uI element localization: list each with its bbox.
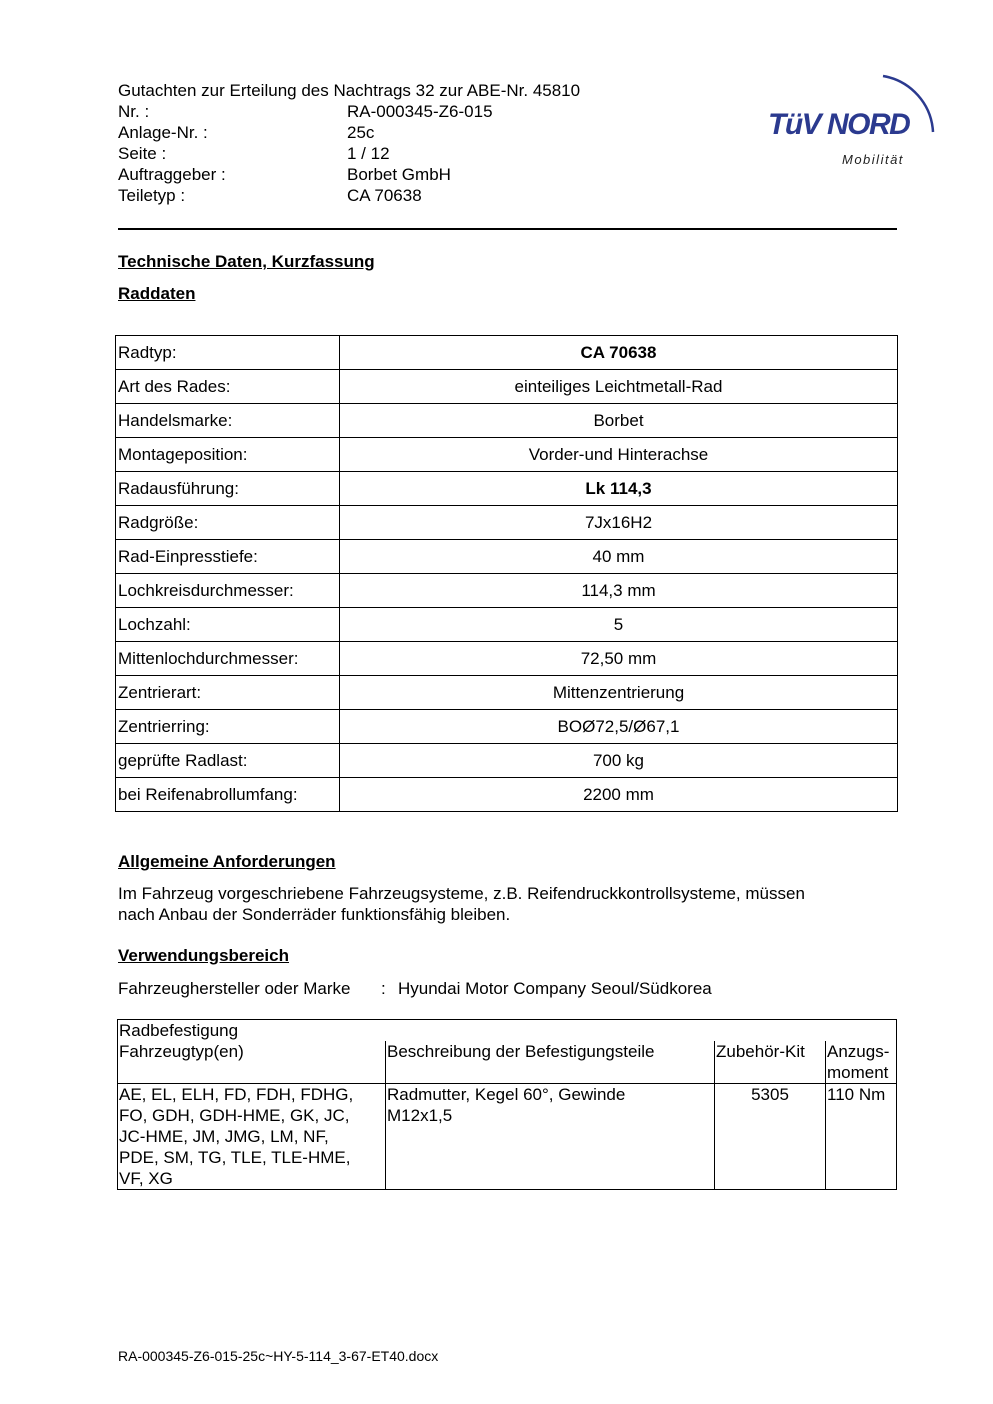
footer-filename: RA-000345-Z6-015-25c~HY-5-114_3-67-ET40.docx [118, 1348, 439, 1364]
row-label: Lochzahl: [116, 608, 340, 642]
section-heading-verwendung: Verwendungsbereich [118, 946, 289, 965]
meta-value: CA 70638 [347, 186, 422, 205]
table-row [116, 676, 898, 710]
table-title-row [118, 1020, 897, 1042]
meta-value: 25c [347, 123, 375, 142]
meta-row-seite [118, 143, 580, 164]
meta-label: Teiletyp : [118, 186, 186, 205]
paragraph-line: nach Anbau der Sonderräder funktionsfähig bleiben. [118, 905, 511, 924]
header-beschreibung: Beschreibung der Befestigungsteile [386, 1041, 715, 1084]
logo-brand-text: TüV NORD [768, 108, 910, 141]
table-row [116, 710, 898, 744]
table-header-row [118, 1041, 897, 1084]
row-value: Borbet [340, 404, 898, 438]
row-label: Radgröße: [116, 506, 340, 540]
row-value: 7Jx16H2 [340, 506, 898, 540]
section-heading-raddaten: Raddaten [118, 284, 196, 303]
header-anzugsmoment [826, 1041, 897, 1084]
meta-row-anlage [118, 122, 580, 143]
meta-row-nr [118, 101, 580, 122]
table-row [116, 336, 898, 370]
hersteller-label: Fahrzeughersteller oder Marke [118, 979, 351, 998]
row-value: 2200 mm [340, 778, 898, 812]
type-line: AE, EL, ELH, FD, FDH, FDHG, [119, 1085, 354, 1104]
row-label: Art des Rades: [116, 370, 340, 404]
row-label: Mittenlochdurchmesser: [116, 642, 340, 676]
document-header [118, 80, 580, 206]
wheel-mounting-table [117, 1019, 897, 1190]
row-label: Radausführung: [116, 472, 340, 506]
meta-value: RA-000345-Z6-015 [347, 102, 493, 121]
row-value: Mittenzentrierung [340, 676, 898, 710]
table-row [116, 642, 898, 676]
row-value: 72,50 mm [340, 642, 898, 676]
cell-kit: 5305 [715, 1084, 826, 1190]
cell-torque: 110 Nm [826, 1084, 897, 1190]
meta-row-auftraggeber [118, 164, 580, 185]
row-value: 114,3 mm [340, 574, 898, 608]
wheel-data-table [115, 335, 898, 812]
meta-label: Seite : [118, 144, 167, 163]
header-zubehoer: Zubehör-Kit [715, 1041, 826, 1084]
table-row [116, 404, 898, 438]
section-heading-allgemein: Allgemeine Anforderungen [118, 852, 336, 871]
desc-line: Radmutter, Kegel 60°, Gewinde [387, 1085, 626, 1104]
row-label: Handelsmarke: [116, 404, 340, 438]
table-row [116, 574, 898, 608]
meta-row-teiletyp [118, 185, 580, 206]
header-anzug-line: Anzugs- [827, 1042, 890, 1061]
row-value: 700 kg [340, 744, 898, 778]
hersteller-line [118, 978, 898, 999]
cell-description [386, 1084, 715, 1190]
document-title: Gutachten zur Erteilung des Nachtrags 32 zur ABE-Nr. 45810 [118, 81, 581, 100]
table-row [116, 744, 898, 778]
row-value: Lk 114,3 [340, 472, 898, 506]
type-line: FO, GDH, GDH-HME, GK, JC, [119, 1106, 350, 1125]
cell-vehicle-types [118, 1084, 386, 1190]
type-line: VF, XG [119, 1169, 173, 1188]
desc-line: M12x1,5 [387, 1106, 453, 1125]
hersteller-value: Hyundai Motor Company Seoul/Südkorea [398, 979, 712, 998]
table-title: Radbefestigung [118, 1020, 897, 1042]
section-heading-tech: Technische Daten, Kurzfassung [118, 252, 375, 271]
type-line: JC-HME, JM, JMG, LM, NF, [119, 1127, 329, 1146]
table-row [116, 370, 898, 404]
table-row [118, 1084, 897, 1190]
paragraph-line: Im Fahrzeug vorgeschriebene Fahrzeugsysteme, z.B. Reifendruckkontrollsysteme, müssen [118, 884, 805, 903]
table-row [116, 438, 898, 472]
allgemein-paragraph [118, 883, 898, 925]
header-fahrzeugtyp: Fahrzeugtyp(en) [118, 1041, 386, 1084]
tuv-nord-logo [765, 58, 940, 173]
row-value: 40 mm [340, 540, 898, 574]
table-row [116, 608, 898, 642]
row-label: Radtyp: [116, 336, 340, 370]
row-label: Rad-Einpresstiefe: [116, 540, 340, 574]
meta-value: 1 / 12 [347, 144, 390, 163]
row-value: CA 70638 [340, 336, 898, 370]
logo-subtitle: Mobilität [842, 152, 904, 167]
row-label: Zentrierart: [116, 676, 340, 710]
table-row [116, 506, 898, 540]
hersteller-separator: : [381, 979, 386, 998]
header-divider [118, 228, 897, 230]
row-label: Lochkreisdurchmesser: [116, 574, 340, 608]
meta-value: Borbet GmbH [347, 165, 451, 184]
row-value: 5 [340, 608, 898, 642]
meta-label: Auftraggeber : [118, 165, 226, 184]
row-value: BOØ72,5/Ø67,1 [340, 710, 898, 744]
type-line: PDE, SM, TG, TLE, TLE-HME, [119, 1148, 351, 1167]
table-row [116, 472, 898, 506]
row-label: Zentrierring: [116, 710, 340, 744]
row-value: einteiliges Leichtmetall-Rad [340, 370, 898, 404]
row-label: bei Reifenabrollumfang: [116, 778, 340, 812]
row-label: geprüfte Radlast: [116, 744, 340, 778]
meta-label: Nr. : [118, 102, 150, 121]
row-label: Montageposition: [116, 438, 340, 472]
header-anzug-line: moment [827, 1063, 889, 1082]
row-value: Vorder-und Hinterachse [340, 438, 898, 472]
meta-label: Anlage-Nr. : [118, 123, 208, 142]
table-row [116, 540, 898, 574]
table-row [116, 778, 898, 812]
